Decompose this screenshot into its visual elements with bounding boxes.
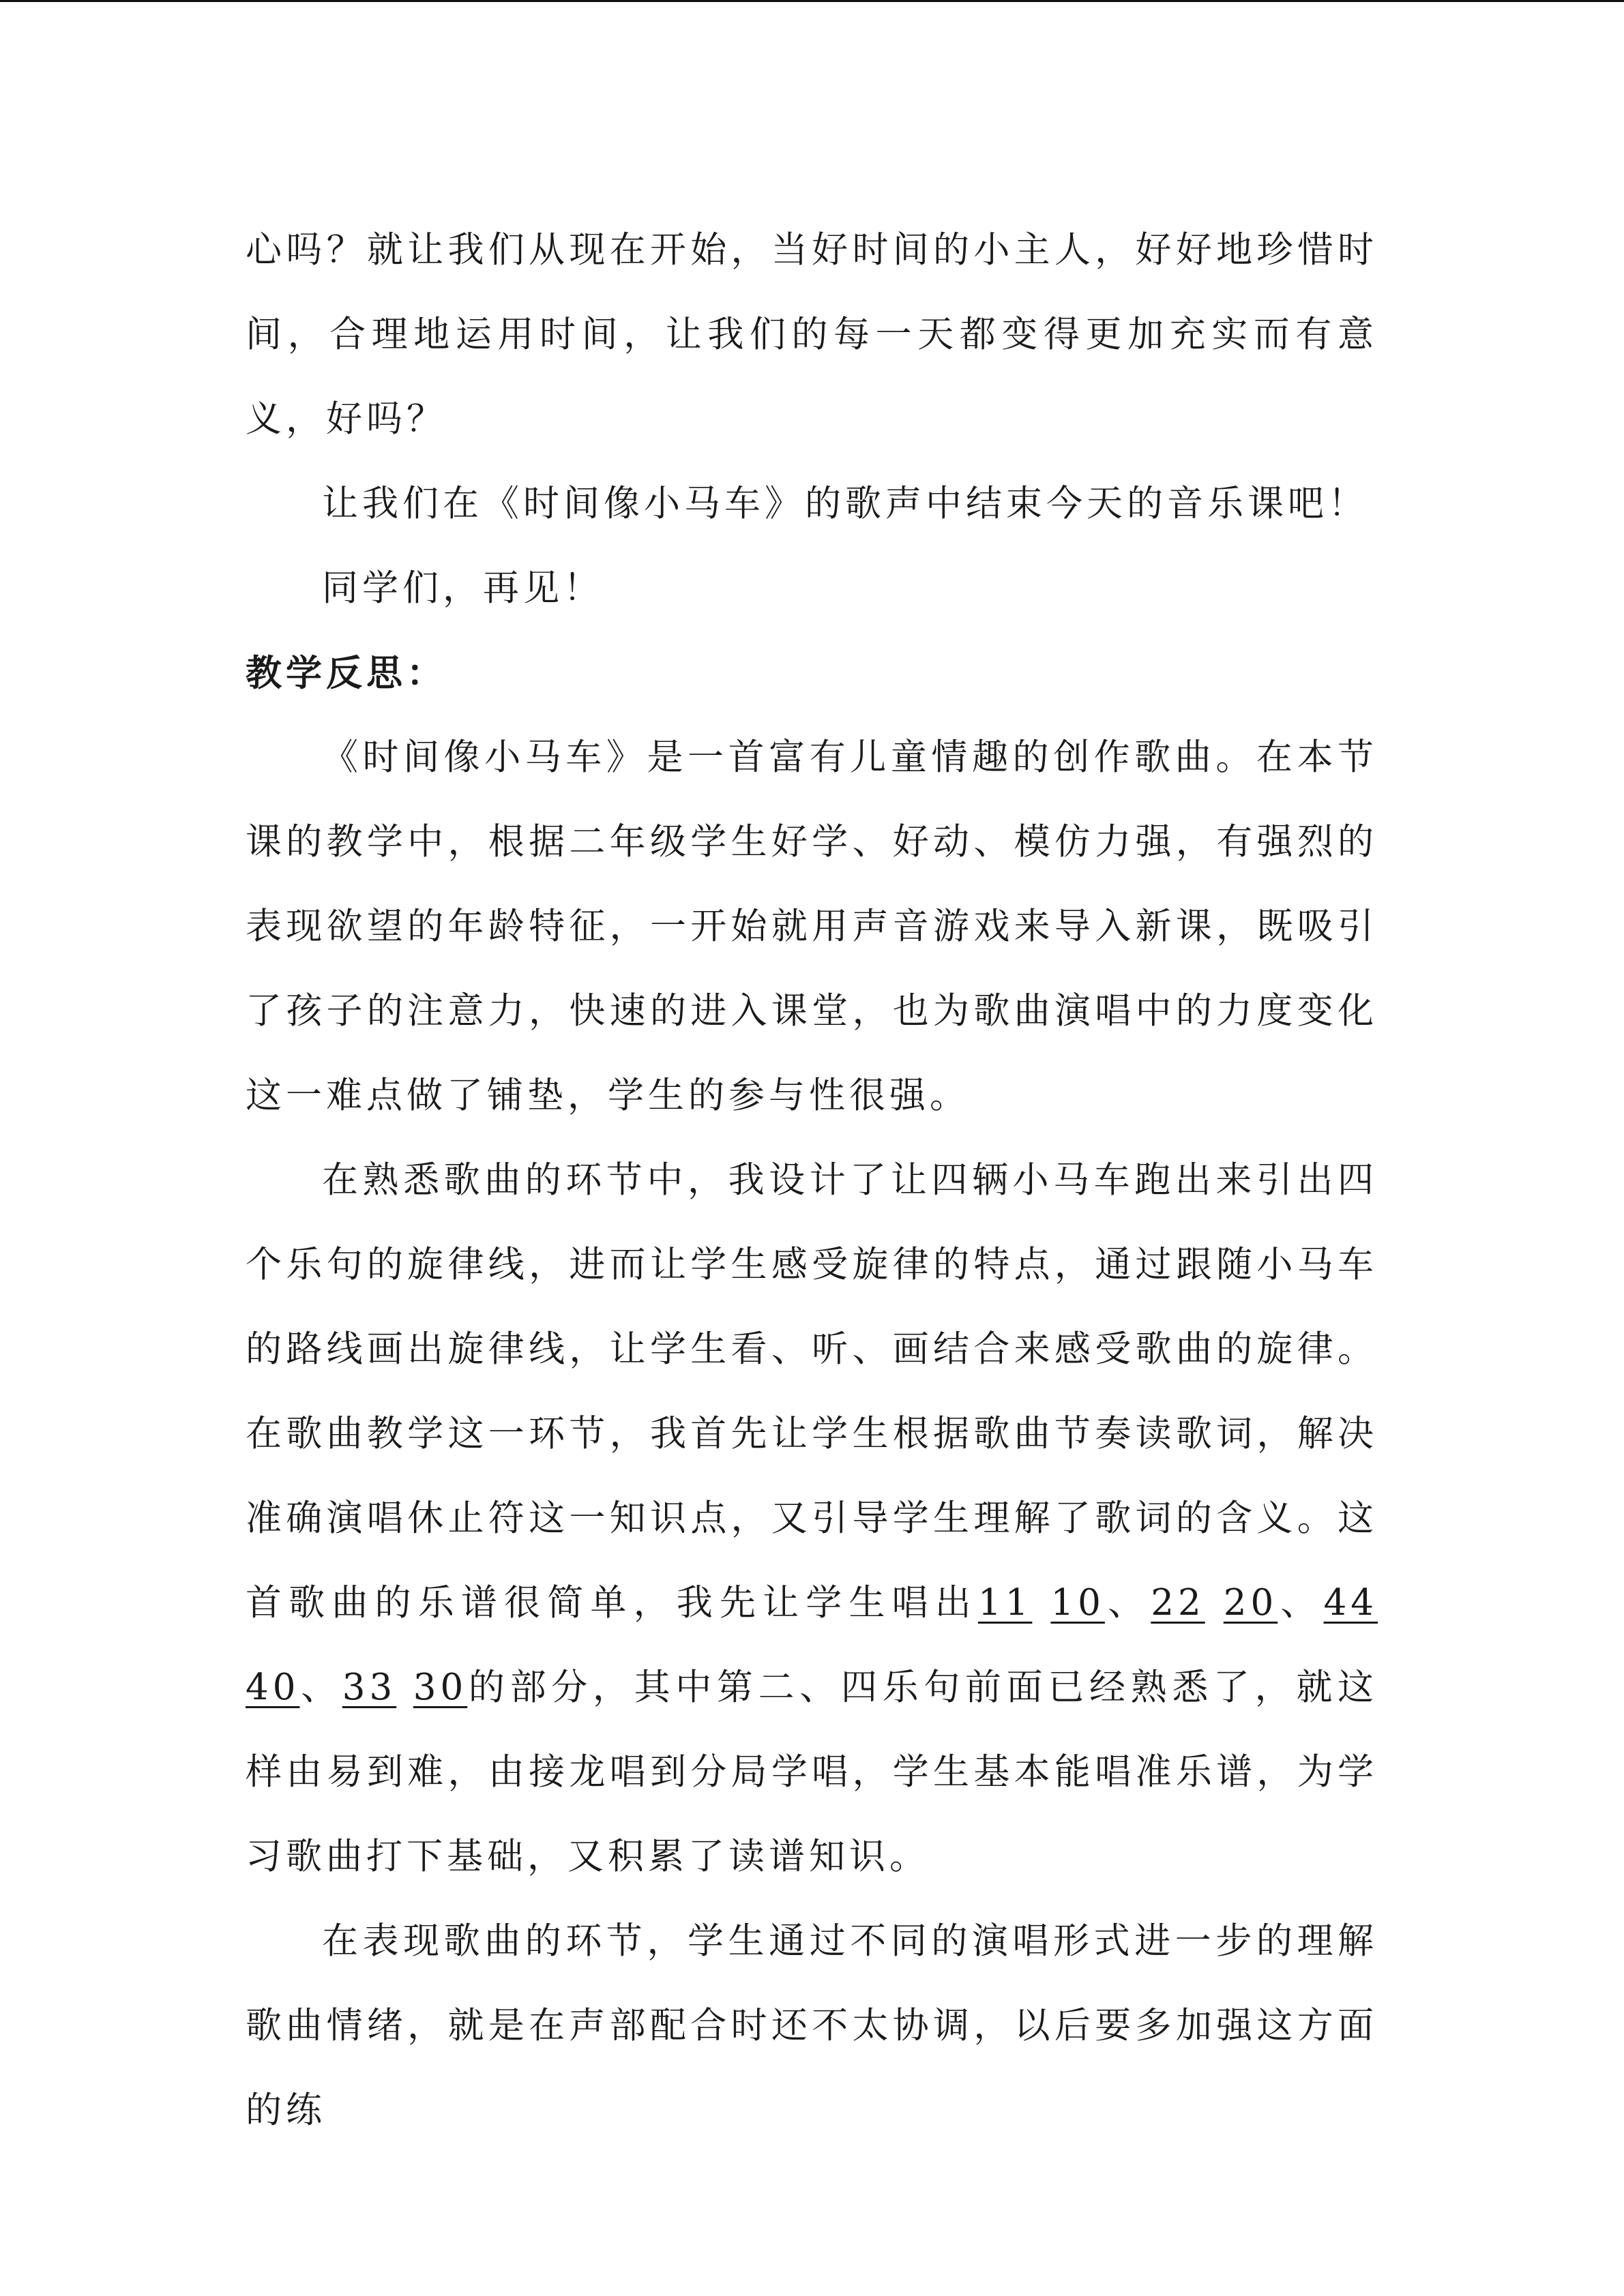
reflection-paragraph-2 — [246, 1138, 1378, 1899]
reflection-heading: 教学反思： — [246, 652, 447, 694]
closing-song-paragraph: 让我们在《时间像小马车》的歌声中结束今天的音乐课吧！ — [322, 483, 1368, 524]
reflection-paragraph-1: 《时间像小马车》是一首富有儿童情趣的创作歌曲。在本节课的教学中，根据二年级学生好学、好动、模仿力强，有强烈的表现欲望的年龄特征，一开始就用声音游戏来导入新课，既吸引了孩子的注意力，快速的进入课堂，也为歌曲演唱中的力度变化这一难点做了铺垫，学生的参与性很强。 — [246, 736, 1378, 1116]
note-group-3-b: 40 — [246, 1667, 300, 1708]
note-group-4-a: 33 — [342, 1667, 397, 1708]
note-group-3-a: 44 — [1323, 1582, 1378, 1624]
note-group-2-a: 22 — [1151, 1582, 1205, 1624]
note-separator: 、 — [1278, 1582, 1324, 1624]
page-top-border — [0, 0, 1624, 2]
continuation-paragraph: 心吗？就让我们从现在开始，当好时间的小主人，好好地珍惜时间，合理地运用时间，让我们的每一天都变得更加充实而有意义，好吗？ — [246, 229, 1378, 440]
goodbye-paragraph: 同学们，再见！ — [322, 567, 604, 609]
document-page — [246, 208, 1378, 2153]
note-group-4-b: 30 — [413, 1667, 468, 1708]
note-separator: 、 — [1104, 1582, 1151, 1624]
reflection-paragraph-2-intro: 在熟悉歌曲的环节中，我设计了让四辆小马车跑出来引出四个乐句的旋律线，进而让学生感受旋律的特点，通过跟随小马车的路线画出旋律线，让学生看、听、画结合来感受歌曲的旋律。在歌曲教学这一环节，我首先让学生根据歌曲节奏读歌词，解决准确演唱休止符这一知识点，又引导学生理解了歌词的含义。这首歌曲的乐谱很简单，我先让学生唱出 — [246, 1159, 1378, 1624]
reflection-paragraph-2-outro: 的部分，其中第二、四乐句前面已经熟悉了，就这样由易到难，由接龙唱到分局学唱，学生基本能唱准乐谱，为学习歌曲打下基础，又积累了读谱知识。 — [246, 1667, 1378, 1877]
note-group-1-b: 10 — [1050, 1582, 1105, 1624]
note-group-2-b: 20 — [1223, 1582, 1278, 1624]
note-separator: 、 — [299, 1667, 342, 1708]
note-group-1-a: 11 — [977, 1582, 1033, 1624]
reflection-paragraph-3: 在表现歌曲的环节，学生通过不同的演唱形式进一步的理解歌曲情绪，就是在声部配合时还不太协调，以后要多加强这方面的练 — [246, 1920, 1378, 2131]
